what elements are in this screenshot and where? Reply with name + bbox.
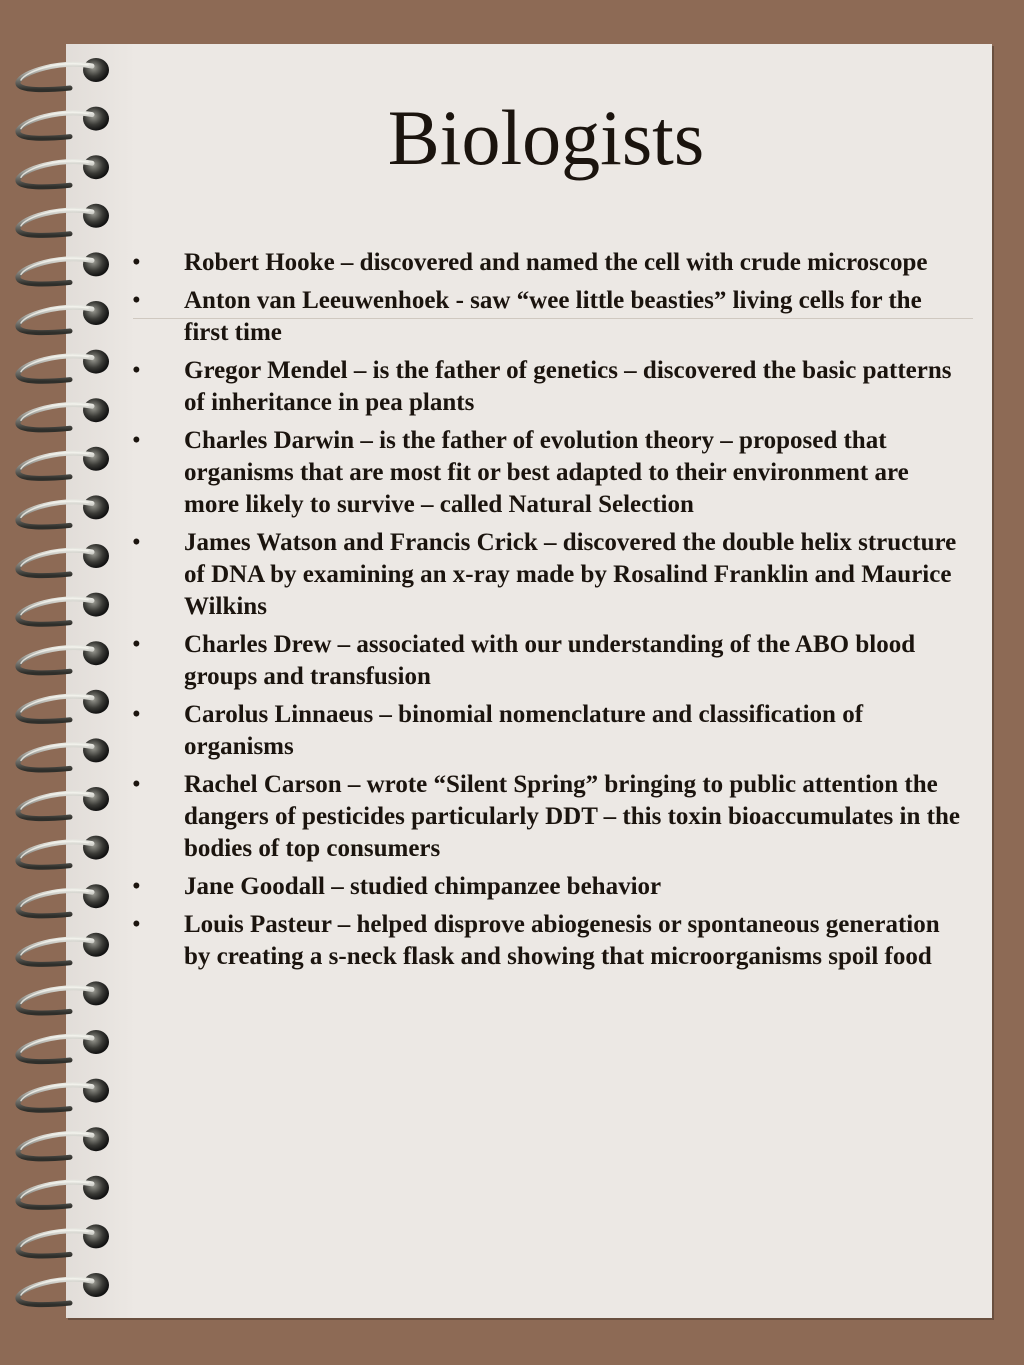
bullet-icon: • bbox=[132, 873, 141, 900]
list-item bbox=[0, 355, 964, 419]
list-item bbox=[0, 871, 964, 903]
list-item-text: Jane Goodall – studied chimpanzee behavior bbox=[184, 873, 662, 900]
list-item bbox=[0, 699, 964, 763]
bullet-icon: • bbox=[132, 911, 141, 938]
spiral-ring bbox=[18, 1176, 109, 1208]
spiral-ring bbox=[18, 1273, 109, 1305]
spiral-ring bbox=[18, 1079, 109, 1111]
bullet-icon: • bbox=[132, 701, 141, 728]
bullet-icon: • bbox=[132, 631, 141, 658]
list-item bbox=[0, 247, 964, 279]
spiral-ring bbox=[18, 1127, 109, 1159]
list-item-text: Charles Drew – associated with our understanding of the ABO blood groups and transfusion bbox=[184, 631, 916, 690]
list-item-text: Robert Hooke – discovered and named the cell with crude microscope bbox=[184, 249, 928, 276]
spiral-ring bbox=[18, 1224, 109, 1256]
bullet-icon: • bbox=[132, 287, 141, 314]
list-item-text: Louis Pasteur – helped disprove abiogenesis or spontaneous generation by creating a s-neck flask and showing that microorganisms spoil food bbox=[184, 911, 940, 970]
spiral-ring bbox=[18, 1030, 109, 1062]
list-item-text: Gregor Mendel – is the father of genetics – discovered the basic patterns of inheritance in pea plants bbox=[184, 357, 952, 416]
list-item-text: Anton van Leeuwenhoek - saw “wee little beasties” living cells for the first time bbox=[184, 287, 922, 346]
list-item-text: Rachel Carson – wrote “Silent Spring” bringing to public attention the dangers of pesticides particularly DDT – this toxin bioaccumulates in the bodies of top consumers bbox=[184, 771, 960, 862]
list-item bbox=[0, 629, 964, 693]
biologist-list bbox=[0, 247, 964, 979]
spiral-ring bbox=[18, 58, 109, 90]
list-item bbox=[0, 425, 964, 521]
spiral-ring bbox=[18, 204, 109, 236]
bullet-icon: • bbox=[132, 249, 141, 276]
list-item-text: James Watson and Francis Crick – discovered the double helix structure of DNA by examining an x-ray made by Rosalind Franklin and Maurice Wilkins bbox=[184, 529, 957, 620]
bullet-icon: • bbox=[132, 529, 141, 556]
list-item-text: Carolus Linnaeus – binomial nomenclature and classification of organisms bbox=[184, 701, 864, 760]
page-title: Biologists bbox=[387, 94, 705, 181]
list-item bbox=[0, 769, 964, 865]
bullet-icon: • bbox=[132, 771, 141, 798]
list-item bbox=[0, 909, 964, 973]
list-item-text: Charles Darwin – is the father of evolution theory – proposed that organisms that are most fit or best adapted to their environment are more likely to survive – called Natural Selection bbox=[184, 427, 909, 518]
spiral-ring bbox=[18, 981, 109, 1013]
list-item bbox=[0, 285, 964, 349]
list-item bbox=[0, 527, 964, 623]
bullet-icon: • bbox=[132, 427, 141, 454]
bullet-icon: • bbox=[132, 357, 141, 384]
